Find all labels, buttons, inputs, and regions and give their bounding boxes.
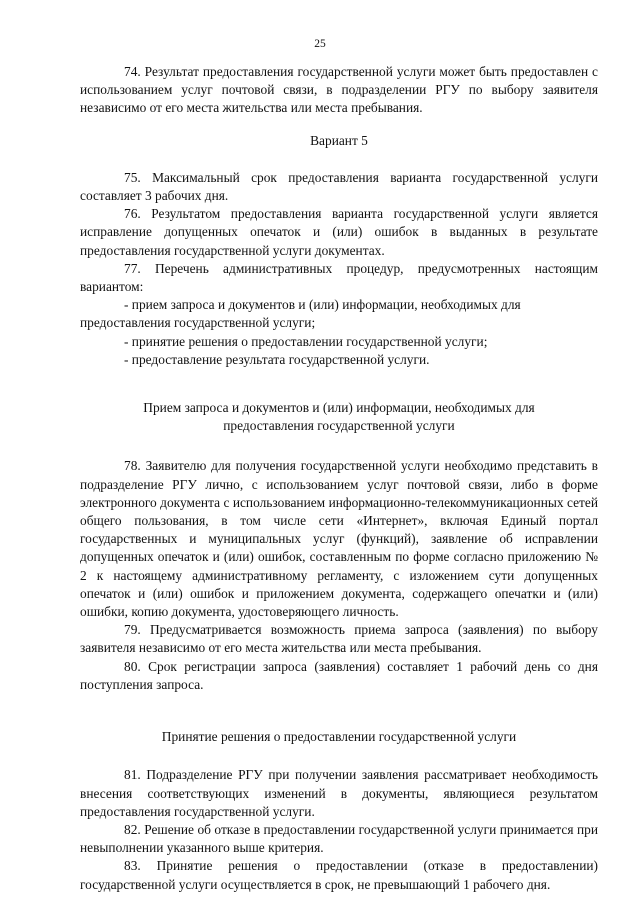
list-item: - принятие решения о предоставлении государственной услуги; [124, 333, 488, 349]
paragraph-75: 75. Максимальный срок предоставления варианта государственной услуги составляет 3 рабочих дня. [80, 169, 598, 204]
paragraph-82: 82. Решение об отказе в предоставлении государственной услуги принимается при невыполнении указанного выше критерия. [80, 821, 598, 856]
paragraph-78: 78. Заявителю для получения государственной услуги необходимо представить в подразделение РГУ лично, с использованием услуг почтовой связи, либо в форме электронного документа с использованием информационно-телекоммуникационных сетей общего пользования, в том числе сети «Интернет», включая Единый портал государственных и муниципальных услуг (функций), заявление об исправлении допущенных опечаток и (или) ошибок, составленным по форме согласно приложению № 2 к настоящему административному регламенту, с изложением сути допущенных опечаток и (или) ошибок и приложением документа, содержащего опечатки и (или) ошибки, копию документа, удостоверяющего личность. [80, 458, 598, 620]
document-body [80, 63, 598, 894]
section-heading-line: предоставления государственной услуги [223, 418, 455, 434]
page-number: 25 [314, 38, 326, 50]
variant-heading: Вариант 5 [310, 132, 368, 148]
paragraph-83: 83. Принятие решения о предоставлении (отказе в предоставлении) государственной услуги осуществляется в срок, не превышающий 1 рабочего дня. [80, 858, 598, 892]
paragraph-80: 80. Срок регистрации запроса (заявления) составляет 1 рабочий день со дня поступления запроса. [80, 658, 598, 692]
paragraph-81: 81. Подразделение РГУ при получении заявления рассматривает необходимость внесения соответствующих изменений в документы, являющиеся результатом предоставления государственной услуги. [80, 767, 598, 819]
paragraph-77: 77. Перечень административных процедур, предусмотренных настоящим вариантом: [80, 260, 598, 295]
section-heading-decision: Принятие решения о предоставлении государственной услуги [161, 729, 517, 745]
paragraph-76: 76. Результатом предоставления варианта государственной услуги является исправление допущенных опечаток и (или) ошибок в выданных в результате предоставления государственной услуги документах. [80, 206, 598, 258]
section-heading-line: Прием запроса и документов и (или) информации, необходимых для [143, 400, 535, 416]
list-item: - предоставление результата государственной услуги. [124, 351, 430, 367]
list-item: - прием запроса и документов и (или) информации, необходимых для предоставления государственной услуги; [80, 297, 521, 331]
paragraph-74: 74. Результат предоставления государственной услуги может быть предоставлен с использованием услуг почтовой связи, в подразделении РГУ по выбору заявителя независимо от его места жительства или места пребывания. [80, 64, 598, 116]
paragraph-79: 79. Предусматривается возможность приема запроса (заявления) по выбору заявителя независимо от его места жительства или места пребывания. [80, 622, 598, 656]
section-heading-reception [80, 399, 598, 435]
